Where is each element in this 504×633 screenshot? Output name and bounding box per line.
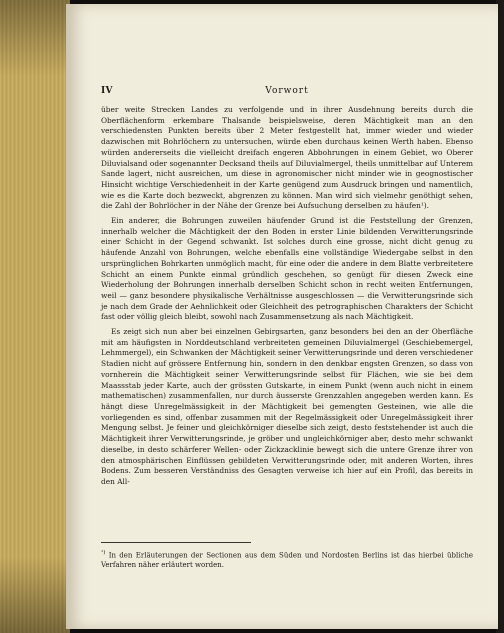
- paragraph-1: über weite Strecken Landes zu verfolgende und in ihrer Ausdehnung bereits durch die Oberflächenform erkembare Thalsande beispielsweise, deren Mächtigkeit man an den verschiedensten Punkten bereits über 2 Meter festgestellt hat, immer wieder und wieder dazwischen mit Bohrlöchern zu untersuchen, würde eben durchaus keinen Werth haben. Ebenso würden andererseits die vielleicht dreifach engeren Abbohrungen in einem Gebiet, wo Oberer Diluvialsand oder sogenannter Decksand theils auf Diluvialmergel, theils unmittelbar auf Unterem Sande lagert, nicht ausreichen, um diese in agronomischer nicht minder wie in geognostischer Hinsicht wichtige Verschiedenheit in der Karte genügend zum Ausdruck bringen und namentlich, wie es die Karte doch bezweckt, abgrenzen zu können. Man wird sich vielmehr genöthigt sehen, die Zahl der Bohrlöcher in der Nähe der Grenze bei Aufsuchung derselben zu häufen¹).: [101, 105, 473, 211]
- footnote-text: In den Erläuterungen der Sectionen aus dem Süden und Nordosten Berlins ist das hierbei übliche Verfahren näher erläutert worden.: [101, 551, 473, 570]
- paragraph-2: Ein anderer, die Bohrungen zuweilen häufender Grund ist die Feststellung der Grenzen, innerhalb welcher die Mächtigkeit der den Boden in erster Linie bildenden Verwitterungsrinde einer Schicht in der Gegend schwankt. Ist solches durch eine grosse, nicht dicht genug zu häufende Anzahl von Bohrungen, welche ebenfalls eine vollständige Wiedergabe selbst in den ursprünglichen Bohrkarten unmöglich macht, für eine oder die andere in dem Blatte verbreitetere Schicht an einem Punkte einmal gründlich geschehen, so genügt für diesen Zweck eine Wiederholung der Bohrungen innerhalb derselben Schicht schon in recht weiten Entfernungen, weil — ganz besondere physikalische Verhältnisse ausgeschlossen — die Verwitterungsrinde sich je nach dem Grade der Aehnlichkeit oder Gleichheit des petrographischen Charakters der Schicht fast oder völlig gleich bleibt, sowohl nach Zusammensetzung als nach Mächtigkeit.: [101, 216, 473, 322]
- running-head: [101, 86, 473, 100]
- book-page-edges: [0, 0, 70, 633]
- footnote-divider: [101, 542, 251, 543]
- page-title: Vorwort: [265, 86, 309, 96]
- paragraph-3: Es zeigt sich nun aber bei einzelnen Gebirgsarten, ganz besonders bei den an der Oberfläche mit am häufigsten in Norddeutschland verbreiteten gemeinen Diluvialmergel (Geschiebemergel, Lehmmergel), ein Schwanken der Mächtigkeit seiner Verwitterungsrinde und deren verschiedener Stadien nicht auf grössere Entfernung hin, sondern in den denkbar engsten Grenzen, so dass von vornherein die Mächtigkeit seiner Verwitterungsrinde selbst für Flächen, wie sie bei dem Maassstab jeder Karte, auch der grössten Gutskarte, in einem Punkt (wenn auch nicht in einem mathematischen) zusammenfallen, nur durch äusserste Grenzzahlen angegeben werden kann. Es hängt diese Unregelmässigkeit in der Mächtigkeit bei gemengten Gesteinen, wie alle die vorliegenden es sind, offenbar zusammen mit der Regelmässigkeit oder Unregelmässigkeit ihrer Mengung selbst. Je feiner und gleichkörniger dieselbe sich zeigt, desto feststehender ist auch die Mächtigkeit ihrer Verwitterungsrinde, je gröber und ungleichkörniger aber, desto mehr schwankt dieselbe, in desto schärferer Wellen- oder Zickzacklinie bewegt sich die untere Grenze ihrer von den atmosphärischen Einflüssen gebildeten Verwitterungsrinde oder, mit anderen Worten, ihres Bodens. Zum besseren Verständniss des Gesagten verweise ich hier auf ein Profil, das bereits in den All-: [101, 327, 473, 486]
- footnote-mark: ¹): [101, 550, 106, 556]
- body-text: [101, 105, 473, 492]
- footnote: [101, 548, 473, 570]
- page-number: IV: [101, 86, 113, 96]
